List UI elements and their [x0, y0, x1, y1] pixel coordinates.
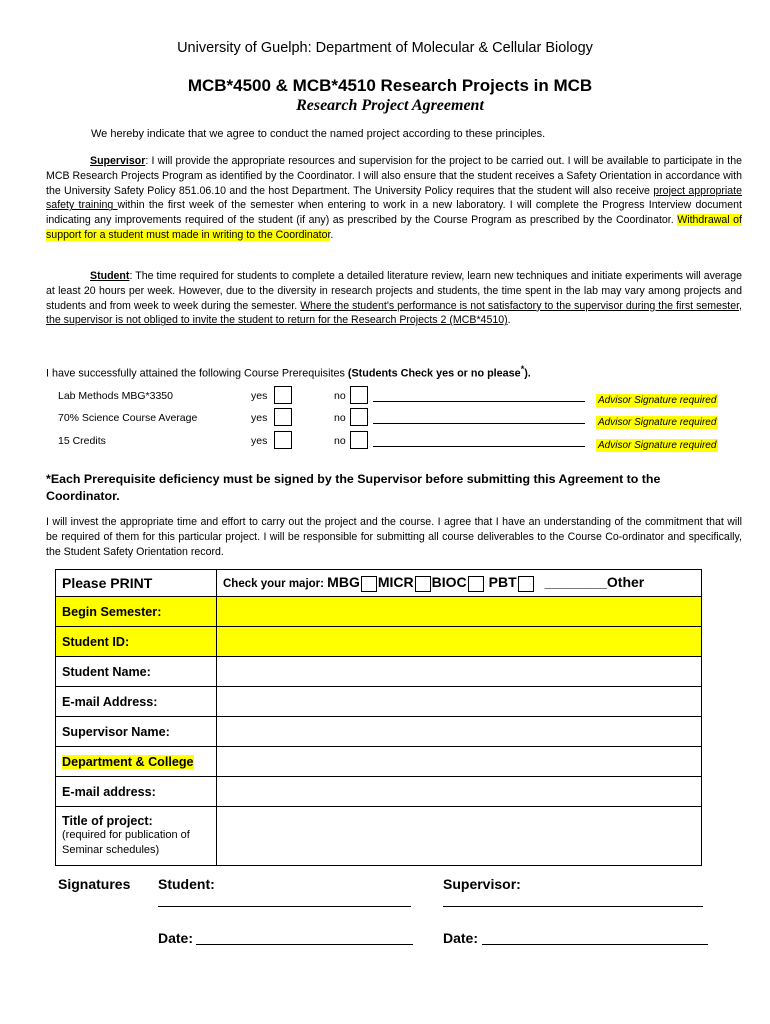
page-title: MCB*4500 & MCB*4510 Research Projects in MCB: [187, 76, 593, 95]
student-date-line[interactable]: [196, 944, 413, 945]
project-title-label: [56, 807, 217, 866]
student-id-field[interactable]: [217, 627, 702, 657]
prereq-row-credits: [58, 431, 728, 451]
advisor-signature-note: Advisor Signature required: [598, 440, 717, 451]
student-label: Student: [90, 270, 130, 282]
student-name-field[interactable]: [217, 657, 702, 687]
no-label: no: [334, 435, 346, 447]
student-email-label: E-mail Address:: [56, 687, 217, 717]
supervisor-date-line[interactable]: [482, 944, 708, 945]
student-email-field[interactable]: [217, 687, 702, 717]
major-option-bioc: BIOC: [431, 574, 467, 591]
advisor-signature-note: Advisor Signature required: [598, 417, 717, 428]
student-date-label: Date:: [158, 930, 194, 946]
major-selector: [217, 570, 702, 597]
supervisor-label: Supervisor: [90, 155, 146, 167]
department-college-text: Department & College: [62, 754, 194, 769]
student-end: .: [507, 314, 511, 327]
no-checkbox[interactable]: [350, 431, 368, 449]
yes-checkbox[interactable]: [274, 386, 292, 404]
major-option-pbt: PBT: [488, 574, 517, 591]
prereq-row-lab-methods: [58, 386, 728, 406]
pbt-checkbox[interactable]: [518, 576, 534, 592]
supervisor-signature-line[interactable]: [443, 906, 703, 907]
yes-label: yes: [251, 435, 268, 447]
deficiency-note: *Each Prerequisite deficiency must be signed by the Supervisor before submitting this Agreement to the Coordinator.: [46, 472, 661, 503]
page-subtitle: Research Project Agreement: [296, 97, 484, 114]
advisor-signature-note: Advisor Signature required: [598, 395, 717, 406]
department-header: University of Guelph: Department of Molecular & Cellular Biology: [177, 40, 593, 56]
student-id-label: Student ID:: [56, 627, 217, 657]
supervisor-name-field[interactable]: [217, 717, 702, 747]
project-title-text: Title of project:: [62, 814, 153, 828]
student-name-label: Student Name:: [56, 657, 217, 687]
micr-checkbox[interactable]: [415, 576, 431, 592]
department-college-field[interactable]: [217, 747, 702, 777]
prereq-row-science-average: [58, 408, 728, 428]
prereq-label: 70% Science Course Average: [58, 412, 198, 424]
department-college-label: [56, 747, 217, 777]
prereq-label: 15 Credits: [58, 435, 106, 447]
no-label: no: [334, 412, 346, 424]
supervisor-email-label: E-mail address:: [56, 777, 217, 807]
student-signature-line[interactable]: [158, 906, 411, 907]
withdrawal-highlight: Withdrawal of support for a student must made in writing to the Coordinator: [46, 214, 742, 241]
advisor-signature-line[interactable]: [373, 401, 585, 402]
no-label: no: [334, 390, 346, 402]
commitment-paragraph: I will invest the appropriate time and effort to carry out the project and the course. I agree that I have an understanding of the commitment that will be required of them for this particular project. I will be responsible for submitting all course deliverables to the Course Co-ordinator and specifically, the Student Safety Orientation record.: [46, 516, 742, 558]
safety-training-text: project appropriate safety training: [46, 184, 742, 212]
yes-label: yes: [251, 390, 268, 402]
student-signature-label: Student:: [158, 876, 215, 892]
supervisor-text-2: within the first week of the semester when entering to work in a new laboratory. I will complete the Progress Interview document indicating any improvements required of the student (if any) as prescribed by the Course Program as prescribed by the Coordinator.: [46, 199, 742, 227]
major-label: Check your major:: [223, 578, 328, 591]
supervisor-name-label: Supervisor Name:: [56, 717, 217, 747]
please-print-label: Please PRINT: [56, 570, 217, 597]
advisor-signature-line[interactable]: [373, 423, 585, 424]
yes-checkbox[interactable]: [274, 408, 292, 426]
student-paragraph: [46, 269, 742, 328]
student-text-1: : The time required for students to complete a detailed literature review, learn new techniques and initiate experiments will average at least 20 hours per week. However, due to the diversity in research projects and students, the time spent in the lab may vary among projects and students and from week to week during the semester.: [46, 270, 742, 312]
mbg-checkbox[interactable]: [361, 576, 377, 592]
prereq-label: Lab Methods MBG*3350: [58, 390, 173, 402]
no-checkbox[interactable]: [350, 408, 368, 426]
prereq-intro: [46, 364, 531, 380]
yes-checkbox[interactable]: [274, 431, 292, 449]
major-option-micr: MICR: [377, 574, 414, 591]
major-option-mbg: MBG: [327, 574, 360, 591]
signatures-label: Signatures: [58, 876, 131, 892]
prereq-intro-bold: (Students Check yes or no please: [347, 367, 521, 380]
yes-label: yes: [251, 412, 268, 424]
other-blank[interactable]: ________: [544, 574, 607, 591]
no-checkbox[interactable]: [350, 386, 368, 404]
prereq-intro-text: I have successfully attained the following Course Prerequisites: [46, 367, 348, 380]
project-title-field[interactable]: [217, 807, 702, 866]
supervisor-text-1: : I will provide the appropriate resources and supervision for the project to be carried out. I will be available to participate in the MCB Research Projects Program as identified by the Coordinator. I will also ensure that the student receives a Safety Orientation in accordance with the University Safety Policy 851.06.10 and the host Department. The University Policy requires that the student will also receive: [46, 155, 742, 197]
major-option-other: Other: [606, 574, 645, 591]
supervisor-date-label: Date:: [443, 930, 479, 946]
student-underlined-text: Where the student's performance is not satisfactory to the supervisor during the first semester, the supervisor is not obliged to invite the student to return for the Research Projects 2 (MCB*4510): [46, 299, 742, 327]
prereq-intro-end: ).: [524, 367, 531, 380]
supervisor-end: .: [330, 228, 334, 241]
prereq-star: *: [520, 364, 525, 374]
begin-semester-field[interactable]: [217, 597, 702, 627]
project-title-note: (required for publication of Seminar schedules): [62, 829, 190, 856]
supervisor-email-field[interactable]: [217, 777, 702, 807]
begin-semester-label: Begin Semester:: [56, 597, 217, 627]
intro-text: We hereby indicate that we agree to conduct the named project according to these principles.: [91, 128, 546, 140]
supervisor-paragraph: [46, 154, 742, 243]
supervisor-signature-label: Supervisor:: [443, 876, 521, 892]
bioc-checkbox[interactable]: [468, 576, 484, 592]
student-info-form: [55, 569, 702, 866]
advisor-signature-line[interactable]: [373, 446, 585, 447]
